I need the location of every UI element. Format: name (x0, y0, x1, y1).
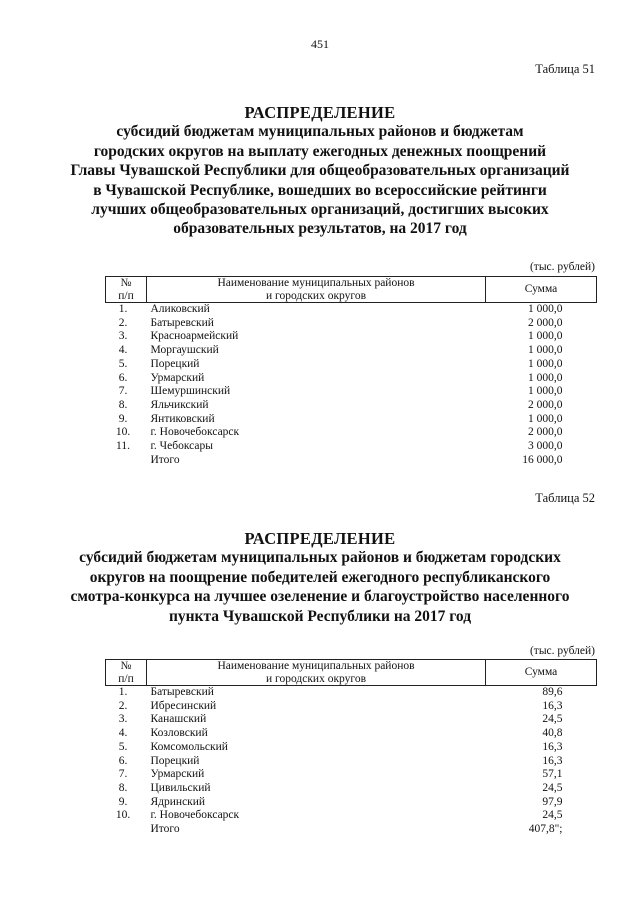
table-row (106, 700, 597, 714)
table-51-header-row (106, 277, 597, 303)
row-sum: 1 000,0 (528, 357, 563, 370)
row-number: 10. (115, 809, 131, 822)
row-name: Порецкий (150, 357, 200, 370)
row-sum: 2 000,0 (528, 398, 563, 411)
table-52 (105, 659, 597, 837)
row-sum: 24,5 (542, 809, 563, 822)
row-number: 3. (118, 330, 128, 343)
row-sum: 2 000,0 (528, 426, 563, 439)
table-51-subtitle-line: в Чувашской Республике, вошедших во всероссийские рейтинги (93, 181, 547, 199)
table-row (106, 755, 597, 769)
row-number: 8. (118, 398, 128, 411)
total-sum: 16 000,0 (522, 453, 563, 466)
row-name: г. Чебоксары (150, 440, 213, 453)
row-sum: 24,5 (542, 781, 563, 794)
header-sum: Сумма (486, 277, 597, 303)
row-name: Ибресинский (150, 699, 217, 712)
table-row (106, 796, 597, 810)
row-sum: 2 000,0 (528, 316, 563, 329)
total-number-cell (106, 454, 147, 468)
table-row (106, 440, 597, 454)
table-row (106, 344, 597, 358)
row-sum: 1 000,0 (528, 412, 563, 425)
row-number: 7. (118, 768, 128, 781)
table-row (106, 768, 597, 782)
table-51-subtitle-line: Главы Чувашской Республики для общеобразовательных организаций (70, 162, 570, 180)
table-row (106, 727, 597, 741)
total-sum: 407,8"; (528, 823, 563, 836)
row-name: Батыревский (150, 316, 214, 329)
table-52-label: Таблица 52 (535, 491, 595, 505)
table-51-label: Таблица 51 (535, 62, 595, 76)
table-51-title: РАСПРЕДЕЛЕНИЕ (244, 103, 396, 122)
row-sum: 3 000,0 (528, 440, 563, 453)
table-52-heading (60, 529, 580, 626)
header-number: № п/п (106, 277, 147, 303)
row-sum: 16,3 (542, 754, 563, 767)
row-name: Урмарский (150, 371, 205, 384)
header-sum: Сумма (486, 660, 597, 686)
row-sum: 16,3 (542, 699, 563, 712)
row-sum: 24,5 (542, 713, 563, 726)
row-number: 6. (118, 371, 128, 384)
row-number: 11. (116, 440, 130, 453)
row-name: Янтиковский (150, 412, 215, 425)
row-number: 4. (118, 727, 128, 740)
row-name: Шемуршинский (150, 385, 231, 398)
row-name: г. Новочебоксарск (150, 426, 240, 439)
row-name: г. Новочебоксарск (150, 809, 240, 822)
row-number: 2. (118, 699, 128, 712)
row-number: 9. (118, 795, 128, 808)
header-number: № п/п (106, 660, 147, 686)
table-52-subtitle-line: пункта Чувашской Республики на 2017 год (168, 607, 472, 625)
row-sum: 1 000,0 (528, 344, 563, 357)
row-sum: 1 000,0 (528, 371, 563, 384)
row-number: 5. (118, 740, 128, 753)
row-sum: 89,6 (542, 686, 563, 698)
total-row (106, 454, 597, 468)
row-name: Комсомольский (150, 740, 228, 753)
table-51-subtitle-line: образовательных результатов, на 2017 год (173, 220, 467, 238)
row-sum: 57,1 (542, 768, 563, 781)
table-row (106, 809, 597, 823)
row-name: Яльчикский (150, 398, 209, 411)
row-number: 1. (118, 303, 128, 315)
table-row (106, 330, 597, 344)
row-name: Козловский (150, 727, 208, 740)
table-52-body (106, 686, 597, 837)
row-number: 10. (115, 426, 131, 439)
row-number: 9. (118, 412, 128, 425)
row-name: Батыревский (150, 686, 214, 698)
row-name: Канашский (150, 713, 207, 726)
table-51 (105, 276, 597, 467)
row-name: Красноармейский (150, 330, 239, 343)
row-number: 2. (118, 316, 128, 329)
table-row (106, 372, 597, 386)
table-row (106, 426, 597, 440)
header-name: Наименование муниципальных районов и городских округов (147, 277, 486, 303)
table-row (106, 686, 597, 700)
table-51-subtitle-line: городских округов на выплату ежегодных денежных поощрений (93, 142, 547, 160)
table-51-heading (60, 103, 580, 239)
table-52-subtitle-line: смотра-конкурса на лучшее озеленение и благоустройство населенного (70, 588, 570, 606)
table-51-subtitle-line: лучших общеобразовательных организаций, достигших высоких (91, 201, 549, 219)
table-row (106, 358, 597, 372)
table-row (106, 782, 597, 796)
row-number: 5. (118, 357, 128, 370)
row-name: Цивильский (150, 781, 211, 794)
row-sum: 1 000,0 (528, 385, 563, 398)
table-51-body (106, 303, 597, 468)
table-52-header-row (106, 660, 597, 686)
row-number: 8. (118, 781, 128, 794)
table-52-subtitle-line: субсидий бюджетам муниципальных районов и бюджетам городских (79, 549, 561, 567)
total-label: Итого (150, 453, 180, 466)
row-name: Ядринский (150, 795, 206, 808)
row-sum: 1 000,0 (528, 303, 563, 315)
row-name: Порецкий (150, 754, 200, 767)
row-sum: 97,9 (542, 795, 563, 808)
table-row (106, 413, 597, 427)
table-row (106, 399, 597, 413)
row-number: 1. (118, 686, 128, 698)
row-name: Моргаушский (150, 344, 219, 357)
table-row (106, 741, 597, 755)
row-name: Аликовский (150, 303, 210, 315)
table-51-units: (тыс. рублей) (529, 261, 595, 273)
table-52-units: (тыс. рублей) (529, 645, 595, 657)
row-number: 7. (118, 385, 128, 398)
row-sum: 40,8 (542, 727, 563, 740)
row-sum: 16,3 (542, 740, 563, 753)
page-number: 451 (311, 37, 329, 51)
table-52-subtitle-line: округов на поощрение победителей ежегодного республиканского (89, 568, 551, 586)
table-row (106, 317, 597, 331)
row-number: 3. (118, 713, 128, 726)
row-number: 4. (118, 344, 128, 357)
total-row (106, 823, 597, 837)
header-name: Наименование муниципальных районов и городских округов (147, 660, 486, 686)
row-name: Урмарский (150, 768, 205, 781)
total-number-cell (106, 823, 147, 837)
table-row (106, 385, 597, 399)
row-number: 6. (118, 754, 128, 767)
table-51-subtitle-line: субсидий бюджетам муниципальных районов и бюджетам (116, 123, 524, 141)
row-sum: 1 000,0 (528, 330, 563, 343)
table-row (106, 713, 597, 727)
table-52-title: РАСПРЕДЕЛЕНИЕ (244, 529, 396, 548)
table-row (106, 303, 597, 317)
total-label: Итого (150, 823, 180, 836)
